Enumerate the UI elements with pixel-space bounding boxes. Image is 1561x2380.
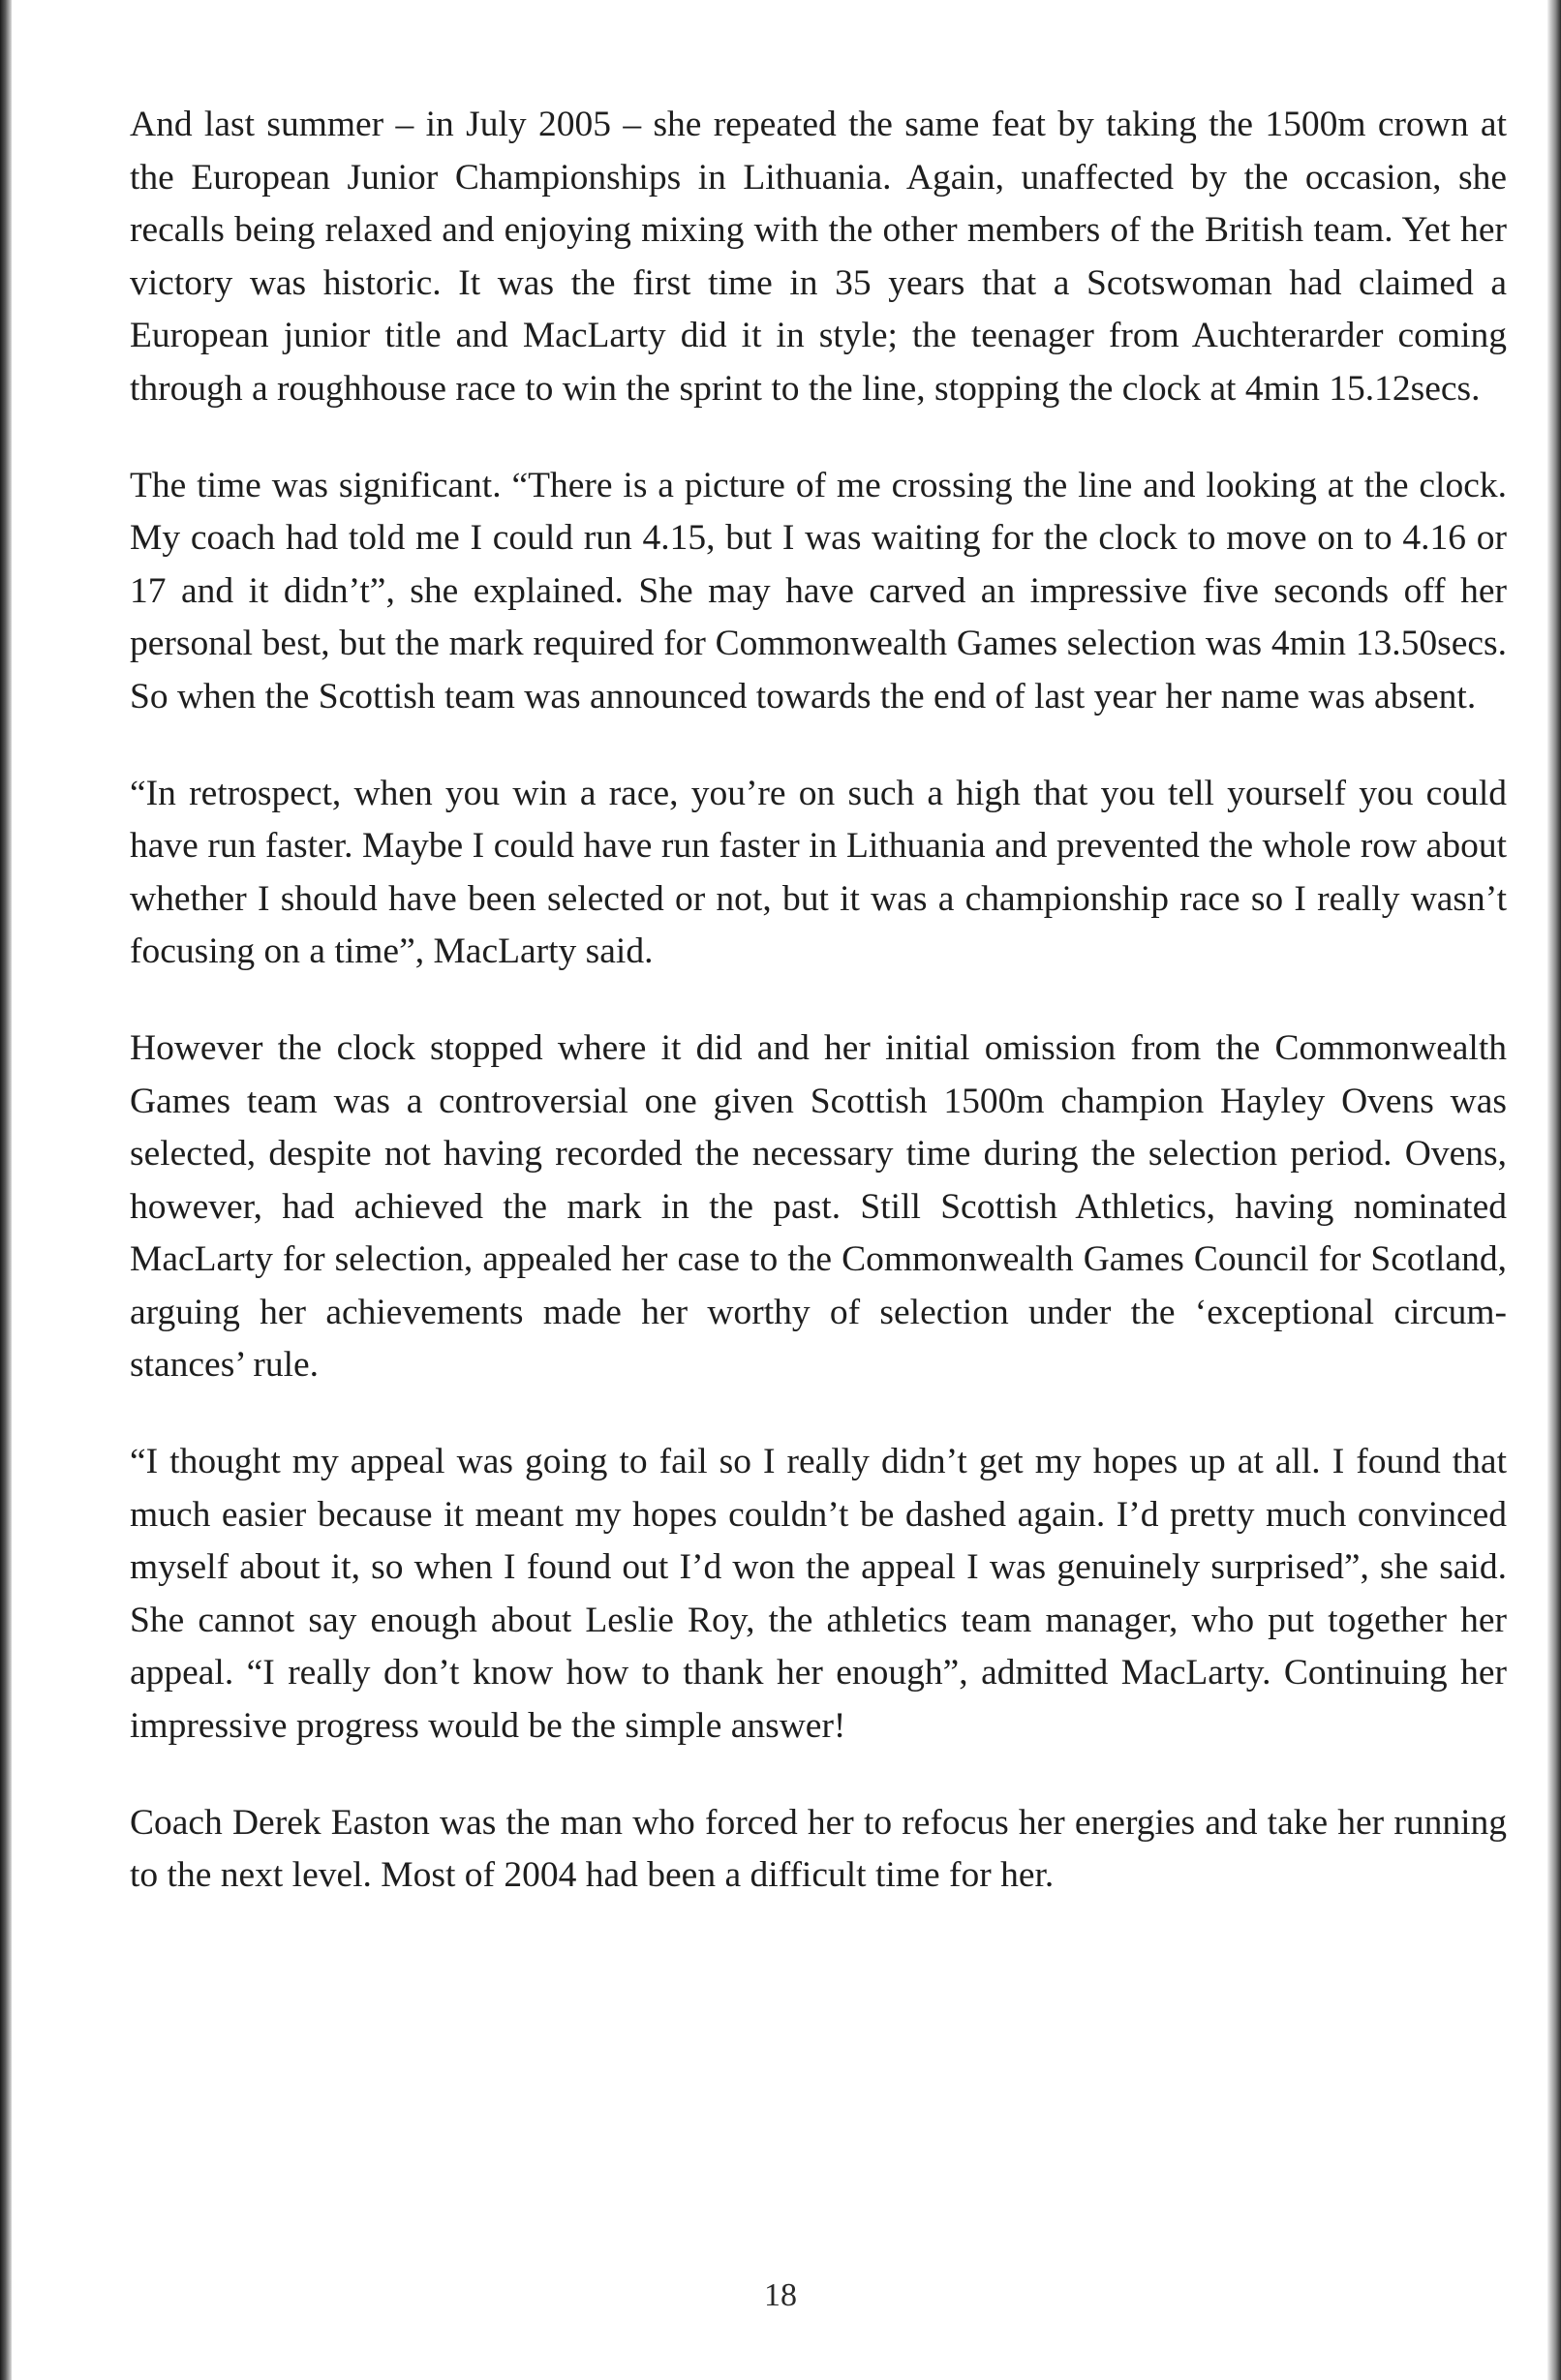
paragraph-3: “In retrospect, when you win a race, you’re on such a high that you tell yourself you could have run faster. Maybe I could have run faster in Lithuania and prevented the whole row about whether I should have been selected or not, but it was a championship race so I really wasn’t focusing on a time”, MacLarty said. bbox=[130, 773, 1507, 972]
paragraph-2: The time was significant. “There is a picture of me crossing the line and looking at the clock. My coach had told me I could run 4.15, but I was waiting for the clock to move on to 4.16 or 17 and it didn’t”, she explained. She may have carved an impressive five seconds off her personal best, but the mark required for Commonwealth Games selection was 4min 13.50secs. So when the Scottish team was announced towards the end of last year her name was absent. bbox=[130, 465, 1507, 717]
page-edge-shadow bbox=[1547, 0, 1561, 2380]
paragraph-1: And last summer – in July 2005 – she repeated the same feat by taking the 1500m crown at the European Junior Championships in Lithuania. Again, unaffected by the occasion, she recalls being relaxed and enjoying mixing with the other members of the British team. Yet her victory was historic. It was the first time in 35 years that a Scotswoman had claimed a European junior title and MacLarty did it in style; the teenager from Auchterarder coming through a roughhouse race to win the sprint to the line, stopping the clock at 4min 15.12secs. bbox=[130, 105, 1507, 409]
body-text bbox=[130, 99, 1507, 1903]
paragraph-4: However the clock stopped where it did and her initial omission from the Commonwealth Games team was a controversial one given Scottish 1500m champion Hayley Ovens was selected, despite not having recorded the necessary time during the selection period. Ovens, however, had achieved the mark in the past. Still Scottish Athletics, having nominated MacLarty for selection, appealed her case to the Commonwealth Games Council for Scotland, arguing her achievements made her worthy of selection under the ‘exceptional circum-stances’ rule. bbox=[130, 1027, 1507, 1386]
paragraph-6: Coach Derek Easton was the man who forced her to refocus her energies and take her running to the next level. Most of 2004 had been a difficult time for her. bbox=[130, 1802, 1507, 1896]
page-binding-shadow bbox=[0, 0, 12, 2380]
paragraph-5: “I thought my appeal was going to fail so I really didn’t get my hopes up at all. I found that much easier because it meant my hopes couldn’t be dashed again. I’d pretty much convinced myself about it, so when I found out I’d won the appeal I was genuinely surprised”, she said. She cannot say enough about Leslie Roy, the athletics team manager, who put together her appeal. “I really don’t know how to thank her enough”, admitted MacLarty. Continuing her impressive progress would be the simple answer! bbox=[130, 1442, 1507, 1747]
page-number: 18 bbox=[764, 2277, 797, 2313]
